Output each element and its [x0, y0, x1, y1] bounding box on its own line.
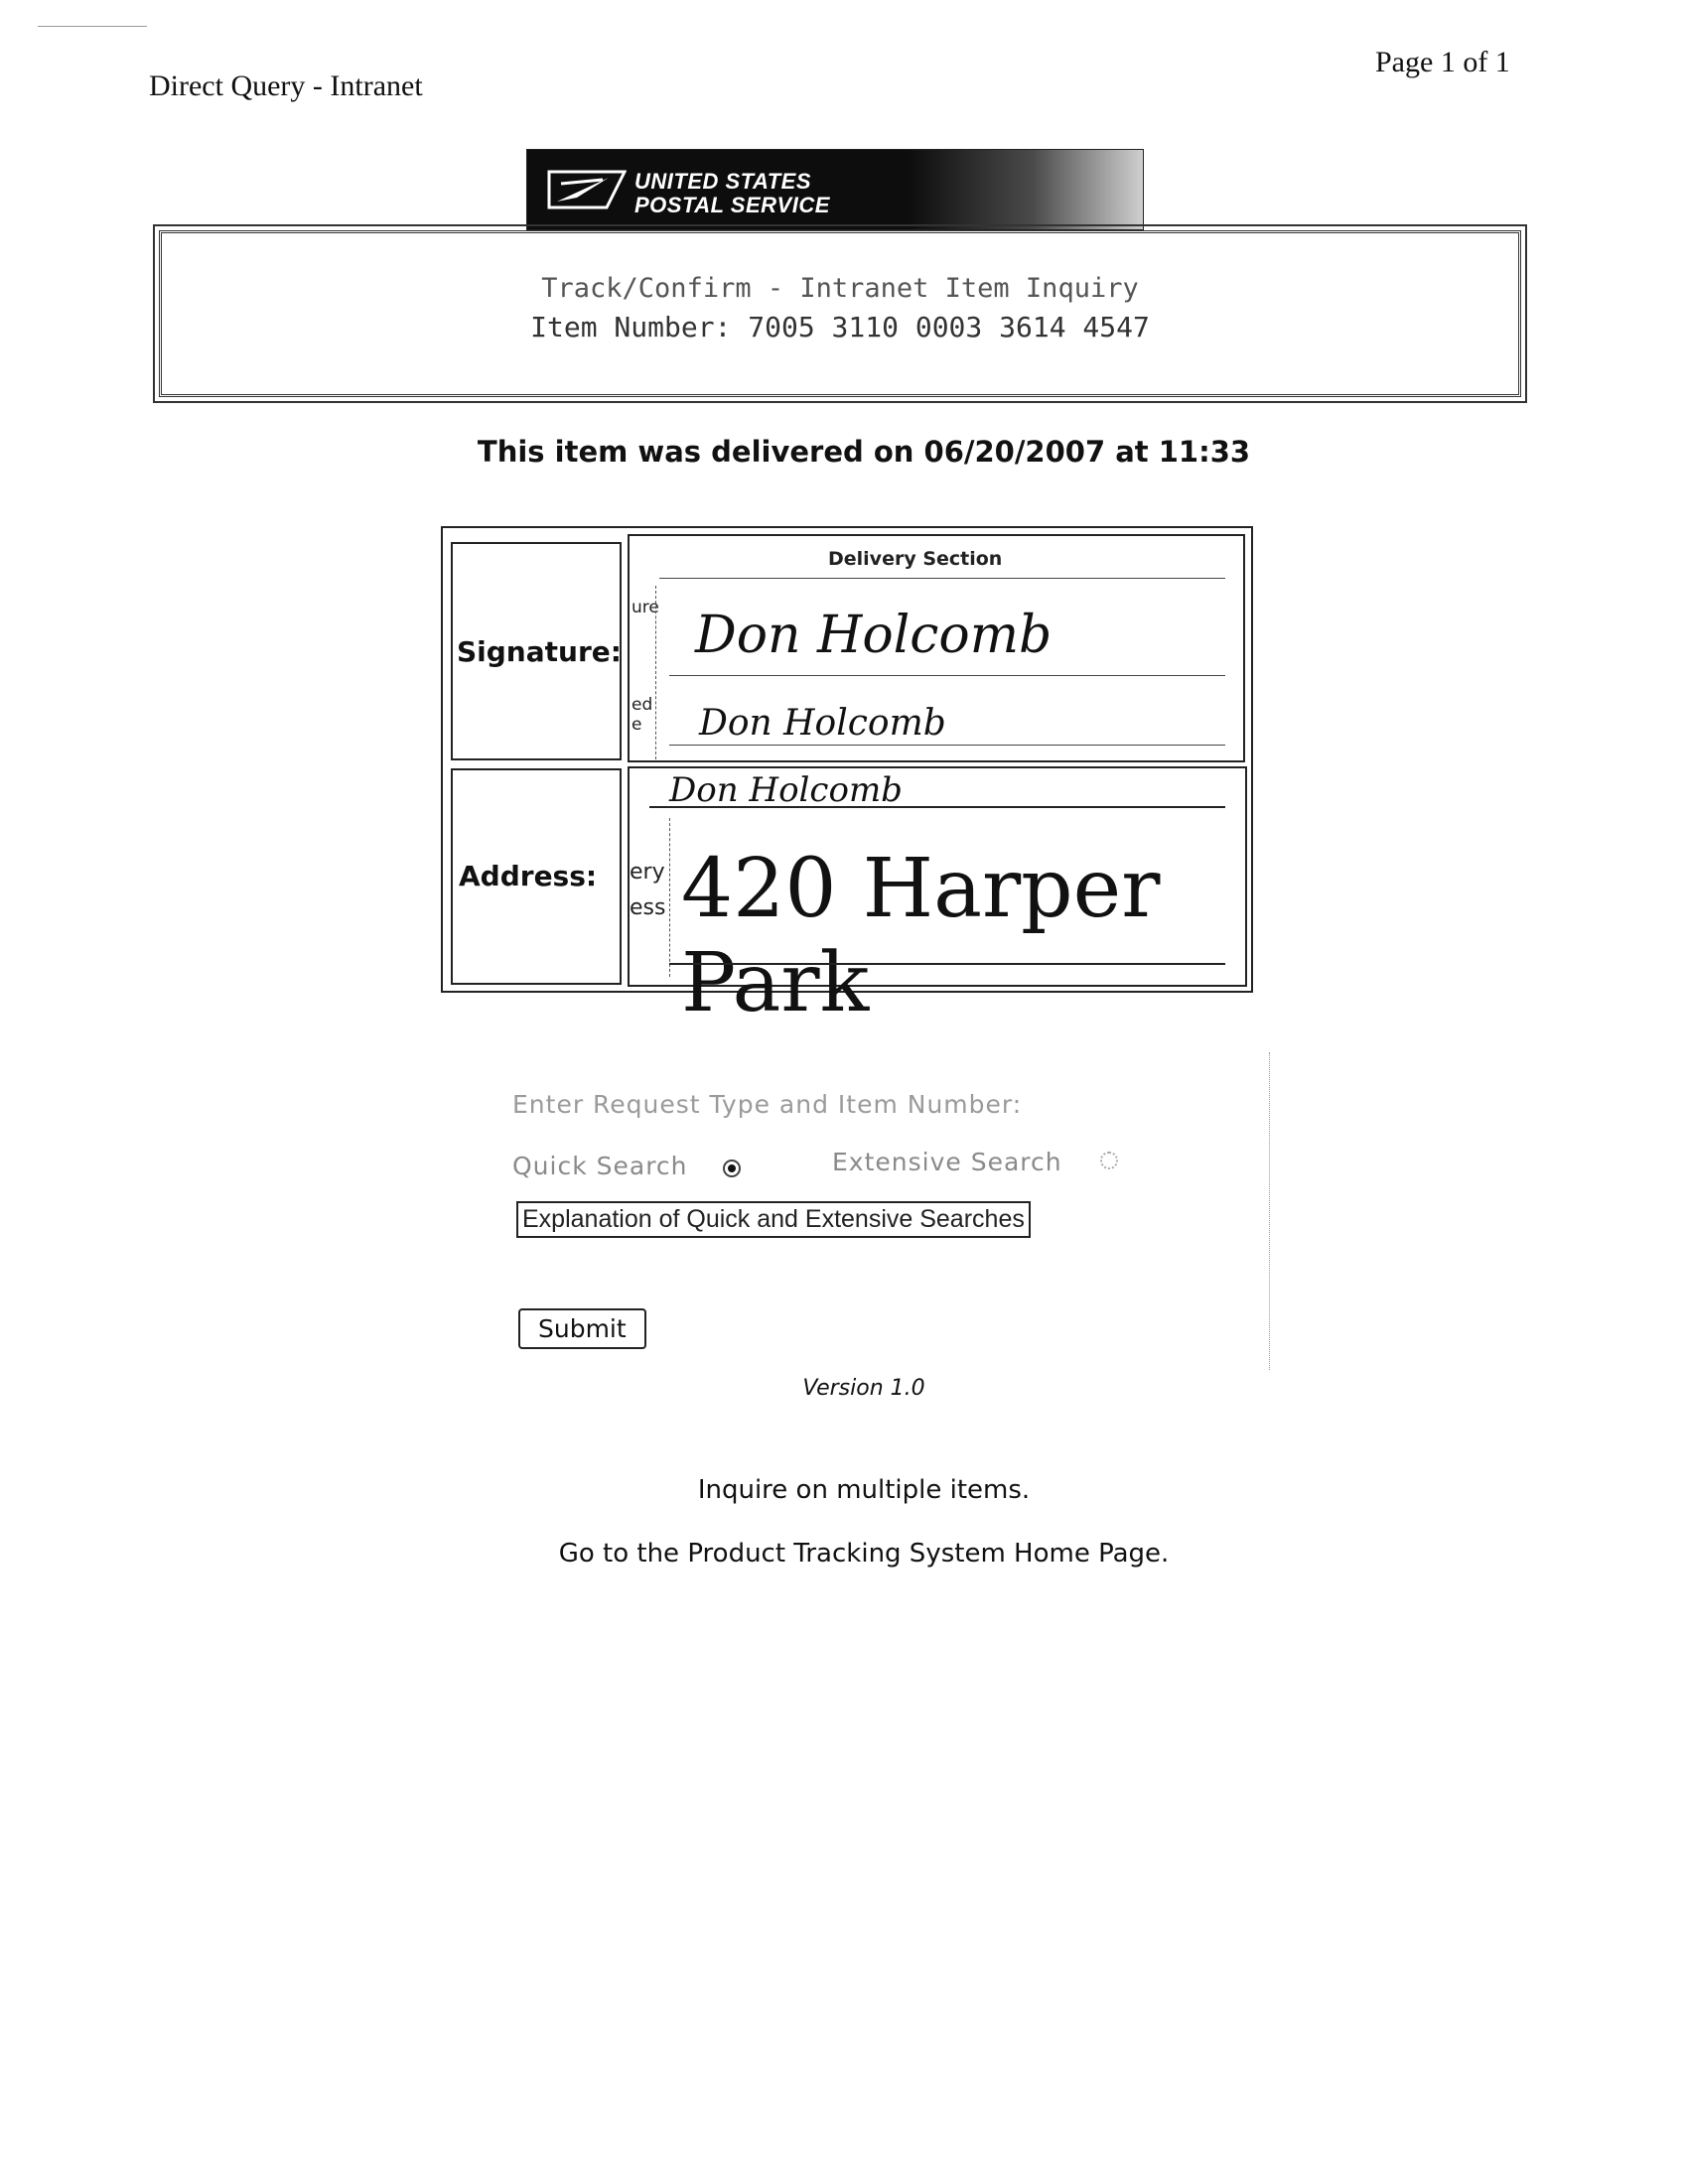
address-top-line: [649, 806, 1225, 808]
extensive-search-radio[interactable]: [1100, 1152, 1118, 1169]
printed-name-line: [669, 745, 1225, 746]
search-form: [496, 1052, 1281, 1380]
handwritten-address: 420 Harper Park: [681, 842, 1161, 1030]
address-image-cell: [628, 766, 1247, 1030]
page-header-title: Direct Query - Intranet: [149, 69, 423, 102]
divider: [655, 586, 656, 759]
delivery-section-title: Delivery Section: [828, 548, 1003, 570]
home-page-link[interactable]: Go to the Product Tracking System Home Page.: [558, 1539, 1170, 1569]
usps-wordmark-line1: UNITED STATES: [634, 169, 812, 194]
enter-request-label: Enter Request Type and Item Number:: [512, 1090, 1023, 1119]
signature-fragment-2a: ed: [632, 695, 653, 715]
explanation-link[interactable]: Explanation of Quick and Extensive Searches: [516, 1201, 1031, 1238]
divider: [659, 578, 1225, 579]
inquire-multiple-link[interactable]: Inquire on multiple items.: [697, 1475, 1031, 1505]
track-confirm-box: [159, 230, 1521, 397]
item-number: Item Number: 7005 3110 0003 3614 4547: [530, 311, 1150, 343]
scan-artifact-line: [38, 26, 147, 27]
usps-wordmark-line2: POSTAL SERVICE: [634, 193, 830, 217]
handwritten-signature: Don Holcomb: [695, 606, 1052, 665]
signature-label-cell: [451, 542, 622, 760]
divider: [669, 818, 670, 977]
signature-image-cell: [628, 534, 1245, 762]
divider: [1269, 1052, 1270, 1370]
address-bottom-line: [669, 963, 1225, 965]
quick-search-label: Quick Search: [512, 1152, 688, 1180]
address-fragment-2: ess: [630, 895, 666, 920]
handwritten-printed-name: Don Holcomb: [699, 703, 946, 744]
submit-button[interactable]: Submit: [518, 1308, 646, 1349]
track-confirm-title: Track/Confirm - Intranet Item Inquiry: [541, 273, 1139, 304]
extensive-search-label: Extensive Search: [832, 1148, 1062, 1176]
eagle-logo-icon: [547, 168, 627, 211]
delivery-status: This item was delivered on 06/20/2007 at 11:33: [477, 435, 1251, 469]
handwritten-name-repeat: Don Holcomb: [669, 770, 903, 810]
usps-wordmark: [634, 170, 830, 217]
quick-search-radio[interactable]: [723, 1160, 741, 1177]
version-label: Version 1.0: [802, 1376, 925, 1401]
page-number: Page 1 of 1: [1375, 46, 1510, 78]
signature-fragment-1: ure: [632, 598, 659, 617]
address-label-cell: [451, 768, 622, 985]
signature-label: Signature:: [457, 635, 622, 668]
signature-line: [669, 675, 1225, 676]
address-label: Address:: [459, 860, 598, 892]
usps-banner: [526, 149, 1144, 230]
address-fragment-1: ery: [630, 860, 665, 885]
signature-fragment-2b: e: [632, 715, 642, 735]
delivery-table: [441, 526, 1253, 1030]
